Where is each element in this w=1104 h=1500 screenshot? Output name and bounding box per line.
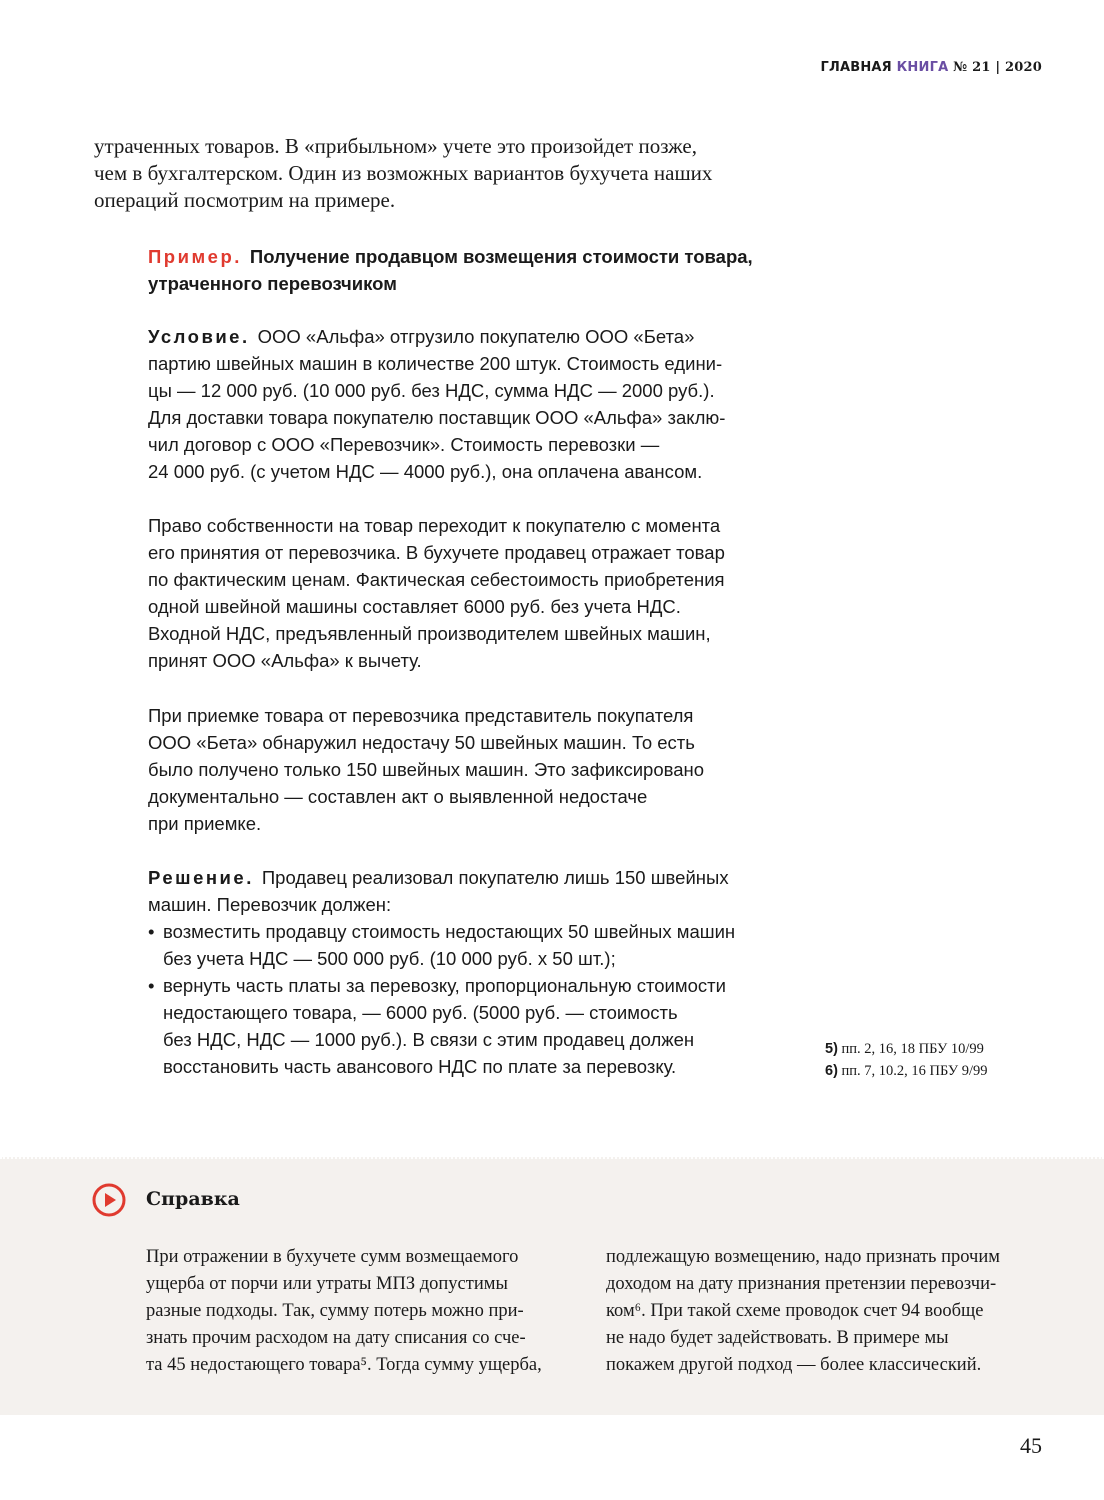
- footnotes: [825, 1038, 988, 1082]
- bullet-item: [148, 972, 735, 1080]
- page-number: 45: [1020, 1433, 1042, 1458]
- text-line: Для доставки товара покупателю поставщик ООО «Альфа» заклю-: [148, 407, 726, 428]
- text-line: по фактическим ценам. Фактическая себестоимость приобретения: [148, 569, 725, 590]
- text-line: машин. Перевозчик должен:: [148, 894, 392, 915]
- text-line: [148, 972, 735, 999]
- solution-label: Решение.: [148, 867, 254, 888]
- text-line: [148, 999, 735, 1026]
- reference-title: Справка: [146, 1188, 240, 1210]
- bullet-text: возместить продавцу стоимость недостающих 50 швейных машин: [163, 921, 736, 942]
- reference-column-1: [146, 1244, 542, 1379]
- brand-part2: КНИГА: [896, 60, 949, 75]
- text-line: подлежащую возмещению, надо признать прочим: [606, 1247, 1000, 1267]
- bullet-text: без учета НДС — 500 000 руб. (10 000 руб. x 50 шт.);: [163, 948, 616, 969]
- text-line: чем в бухгалтерском. Один из возможных вариантов бухучета наших: [94, 161, 713, 185]
- text-line: доходом на дату признания претензии перевозчи-: [606, 1274, 997, 1294]
- footnote-6: [825, 1060, 988, 1082]
- bullet-text: восстановить часть авансового НДС по плате за перевозку.: [163, 1056, 677, 1077]
- text-line: [148, 1053, 735, 1080]
- text-line: Входной НДС, предъявленный производителем швейных машин,: [148, 623, 711, 644]
- bullet-icon: •: [148, 975, 155, 996]
- footnote-number: 6): [825, 1063, 838, 1079]
- issue-number: № 21 | 2020: [953, 60, 1042, 75]
- reference-column-2: [606, 1244, 1000, 1379]
- footnote-text: пп. 7, 10.2, 16 ПБУ 9/99: [841, 1063, 988, 1079]
- text-line: ущерба от порчи или утраты МПЗ допустимы: [146, 1274, 508, 1294]
- text-line: было получено только 150 швейных машин. Это зафиксировано: [148, 759, 705, 780]
- bullet-text: вернуть часть платы за перевозку, пропорциональную стоимости: [163, 975, 726, 996]
- text-line: его принятия от перевозчика. В бухучете продавец отражает товар: [148, 542, 725, 563]
- text-line: цы — 12 000 руб. (10 000 руб. без НДС, сумма НДС — 2000 руб.).: [148, 380, 715, 401]
- text-line: принят ООО «Альфа» к вычету.: [148, 650, 422, 671]
- text-line: утраченных товаров. В «прибыльном» учете это произойдет позже,: [94, 134, 697, 158]
- solution-paragraph: [148, 864, 735, 1080]
- text-line: операций посмотрим на примере.: [94, 188, 396, 212]
- text-line: При отражении в бухучете сумм возмещаемого: [146, 1247, 519, 1267]
- text-line: одной швейной машины составляет 6000 руб. без учета НДС.: [148, 596, 681, 617]
- text-line: покажем другой подход — более классический.: [606, 1355, 982, 1375]
- condition-paragraph: [148, 323, 725, 485]
- example-title: [148, 243, 753, 297]
- text-line: знать прочим расходом на дату списания со сче-: [146, 1328, 526, 1348]
- text-line: [148, 945, 735, 972]
- text-line: ком⁶. При такой схеме проводок счет 94 вообще: [606, 1301, 984, 1321]
- running-header: [820, 60, 1042, 75]
- text-line: та 45 недостающего товара⁵. Тогда сумму ущерба,: [146, 1355, 542, 1375]
- play-circle-icon: [92, 1183, 126, 1217]
- example-title-line: Получение продавцом возмещения стоимости товара,: [249, 246, 753, 267]
- text-line: не надо будет задействовать. В примере мы: [606, 1328, 949, 1348]
- text-line: чил договор с ООО «Перевозчик». Стоимость перевозки —: [148, 434, 660, 455]
- bullet-text: недостающего товара, — 6000 руб. (5000 руб. — стоимость: [163, 1002, 678, 1023]
- brand-part1: ГЛАВНАЯ: [820, 60, 892, 75]
- condition-lines: [148, 350, 725, 485]
- text-line: 24 000 руб. (с учетом НДС — 4000 руб.), она оплачена авансом.: [148, 461, 703, 482]
- footnote-5: [825, 1038, 988, 1060]
- bullet-item: [148, 918, 735, 972]
- text-line: ООО «Бета» обнаружил недостачу 50 швейных машин. То есть: [148, 732, 695, 753]
- text-line: ООО «Альфа» отгрузило покупателю ООО «Бета»: [257, 326, 695, 347]
- footnote-number: 5): [825, 1041, 838, 1057]
- bullet-icon: •: [148, 921, 155, 942]
- text-line: разные подходы. Так, сумму потерь можно при-: [146, 1301, 524, 1321]
- text-line: При приемке товара от перевозчика представитель покупателя: [148, 705, 694, 726]
- text-line: [148, 918, 735, 945]
- text-line: [148, 1026, 735, 1053]
- ownership-paragraph: [148, 512, 725, 674]
- footnote-text: пп. 2, 16, 18 ПБУ 10/99: [841, 1041, 984, 1057]
- text-line: при приемке.: [148, 813, 262, 834]
- example-label: Пример.: [148, 246, 242, 267]
- example-title-line: утраченного перевозчиком: [148, 273, 397, 294]
- solution-bullet-list: [148, 918, 735, 1080]
- intro-paragraph: [94, 133, 712, 214]
- shortage-paragraph: [148, 702, 704, 837]
- text-line: Право собственности на товар переходит к покупателю с момента: [148, 515, 721, 536]
- bullet-text: без НДС, НДС — 1000 руб.). В связи с этим продавец должен: [163, 1029, 695, 1050]
- text-line: Продавец реализовал покупателю лишь 150 швейных: [261, 867, 729, 888]
- text-line: партию швейных машин в количестве 200 штук. Стоимость едини-: [148, 353, 723, 374]
- text-line: документально — составлен акт о выявленной недостаче: [148, 786, 648, 807]
- condition-label: Условие.: [148, 326, 250, 347]
